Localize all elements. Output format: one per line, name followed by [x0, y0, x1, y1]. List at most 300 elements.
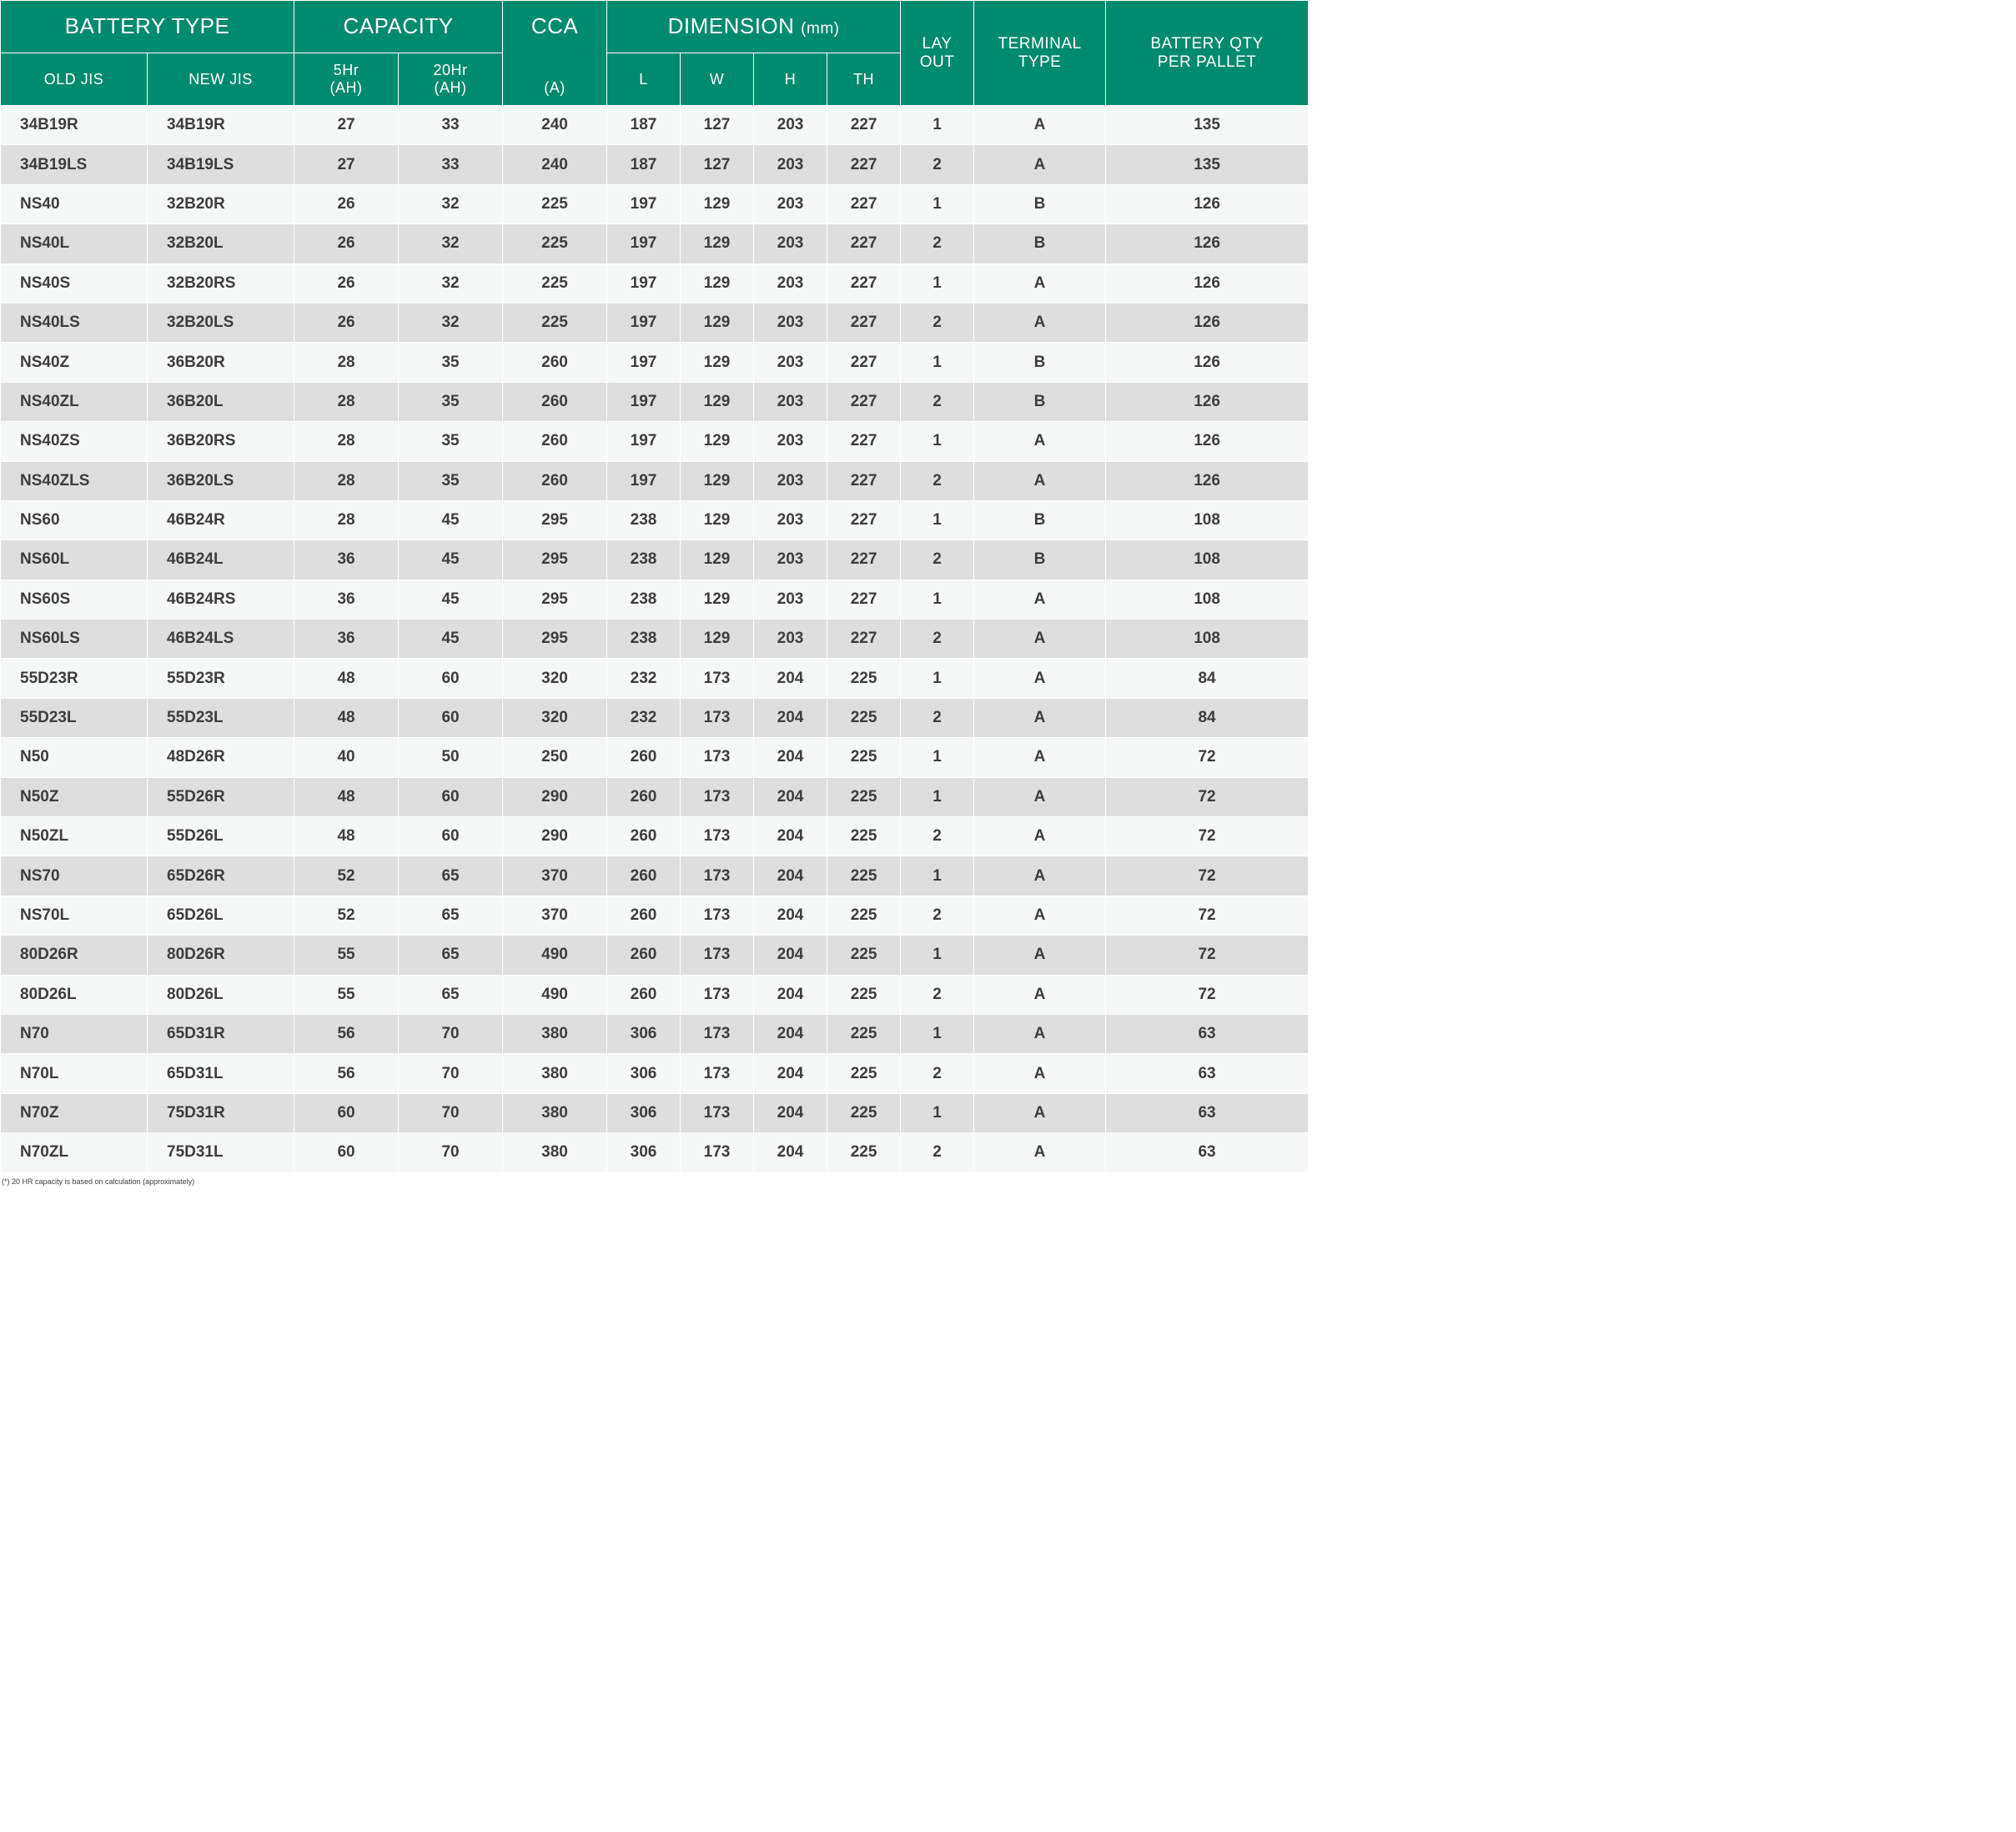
cell-old-jis: 34B19LS	[1, 145, 148, 184]
cell-dim-h: 204	[754, 1014, 827, 1053]
header-cap-20hr	[399, 53, 503, 106]
cell-layout: 2	[901, 1054, 974, 1093]
cell-dim-h: 203	[754, 500, 827, 540]
header-terminal-type	[974, 1, 1106, 106]
cell-dim-l: 238	[607, 620, 681, 659]
cell-cca: 370	[503, 896, 607, 935]
cell-layout: 1	[901, 659, 974, 698]
table-row	[1, 698, 1309, 737]
cell-terminal-type: A	[974, 1054, 1106, 1093]
cell-terminal-type: A	[974, 303, 1106, 342]
cell-layout: 1	[901, 184, 974, 223]
cell-terminal-type: A	[974, 738, 1106, 777]
cell-dim-l: 260	[607, 896, 681, 935]
cell-layout: 1	[901, 1014, 974, 1053]
header-dim-th: TH	[827, 53, 901, 106]
cell-old-jis: NS70L	[1, 896, 148, 935]
header-dimension	[607, 1, 901, 53]
cell-new-jis: 46B24RS	[148, 580, 294, 619]
cell-cca: 225	[503, 303, 607, 342]
cell-old-jis: NS40LS	[1, 303, 148, 342]
cell-dim-th: 227	[827, 382, 901, 421]
cell-layout: 1	[901, 1093, 974, 1132]
cell-battery-qty: 135	[1106, 106, 1309, 145]
cell-cap-20hr: 32	[399, 184, 503, 223]
cell-old-jis: NS40Z	[1, 343, 148, 382]
table-row	[1, 343, 1309, 382]
cell-cap-5hr: 55	[294, 975, 399, 1014]
cell-dim-w: 129	[681, 422, 754, 461]
cell-terminal-type: A	[974, 580, 1106, 619]
cell-terminal-type: A	[974, 1133, 1106, 1172]
cell-cap-20hr: 35	[399, 461, 503, 500]
cell-dim-h: 204	[754, 777, 827, 816]
cell-new-jis: 55D26R	[148, 777, 294, 816]
cell-cap-20hr: 60	[399, 777, 503, 816]
cell-old-jis: NS70	[1, 856, 148, 896]
cell-battery-qty: 72	[1106, 936, 1309, 975]
cell-cca: 295	[503, 620, 607, 659]
cell-cap-5hr: 28	[294, 500, 399, 540]
cell-cca: 370	[503, 856, 607, 896]
table-row	[1, 184, 1309, 223]
cell-dim-w: 173	[681, 698, 754, 737]
header-dim-h: H	[754, 53, 827, 106]
cell-battery-qty: 72	[1106, 896, 1309, 935]
cell-terminal-type: A	[974, 896, 1106, 935]
cell-new-jis: 75D31R	[148, 1093, 294, 1132]
cell-dim-l: 260	[607, 777, 681, 816]
cell-terminal-type: B	[974, 184, 1106, 223]
cell-layout: 2	[901, 382, 974, 421]
cell-terminal-type: A	[974, 422, 1106, 461]
cell-dim-th: 227	[827, 500, 901, 540]
cell-dim-w: 173	[681, 1054, 754, 1093]
cell-dim-th: 225	[827, 777, 901, 816]
cell-battery-qty: 135	[1106, 145, 1309, 184]
cell-layout: 1	[901, 106, 974, 145]
cell-terminal-type: A	[974, 777, 1106, 816]
cell-dim-th: 227	[827, 303, 901, 342]
cell-dim-th: 225	[827, 698, 901, 737]
cell-battery-qty: 84	[1106, 659, 1309, 698]
cell-cap-5hr: 26	[294, 184, 399, 223]
cell-new-jis: 34B19LS	[148, 145, 294, 184]
cell-new-jis: 32B20R	[148, 184, 294, 223]
cell-new-jis: 55D26L	[148, 817, 294, 856]
cell-cap-5hr: 28	[294, 461, 399, 500]
cell-terminal-type: B	[974, 224, 1106, 264]
header-cap-5hr	[294, 53, 399, 106]
cell-dim-l: 306	[607, 1014, 681, 1053]
cell-cca: 380	[503, 1014, 607, 1053]
cell-cap-20hr: 45	[399, 620, 503, 659]
header-cap-20hr-text: 20Hr (AH)	[433, 62, 468, 96]
cell-new-jis: 46B24LS	[148, 620, 294, 659]
header-cca-unit: (A)	[503, 53, 607, 106]
cell-new-jis: 80D26L	[148, 975, 294, 1014]
cell-cap-20hr: 70	[399, 1014, 503, 1053]
cell-battery-qty: 63	[1106, 1014, 1309, 1053]
cell-terminal-type: A	[974, 620, 1106, 659]
table-row	[1, 936, 1309, 975]
cell-dim-l: 238	[607, 500, 681, 540]
cell-cap-5hr: 36	[294, 580, 399, 619]
cell-dim-h: 203	[754, 461, 827, 500]
cell-old-jis: 80D26R	[1, 936, 148, 975]
cell-new-jis: 80D26R	[148, 936, 294, 975]
cell-dim-h: 203	[754, 620, 827, 659]
cell-dim-l: 187	[607, 106, 681, 145]
cell-dim-w: 129	[681, 343, 754, 382]
cell-dim-l: 197	[607, 303, 681, 342]
cell-dim-th: 227	[827, 620, 901, 659]
cell-battery-qty: 84	[1106, 698, 1309, 737]
cell-new-jis: 32B20L	[148, 224, 294, 264]
cell-dim-l: 238	[607, 580, 681, 619]
table-row	[1, 659, 1309, 698]
cell-dim-w: 173	[681, 738, 754, 777]
cell-cap-20hr: 32	[399, 264, 503, 303]
cell-dim-h: 204	[754, 659, 827, 698]
cell-old-jis: 55D23R	[1, 659, 148, 698]
cell-cap-20hr: 33	[399, 106, 503, 145]
cell-battery-qty: 126	[1106, 343, 1309, 382]
header-capacity: CAPACITY	[294, 1, 503, 53]
header-new-jis: NEW JIS	[148, 53, 294, 106]
cell-new-jis: 32B20RS	[148, 264, 294, 303]
cell-old-jis: N70Z	[1, 1093, 148, 1132]
cell-dim-th: 225	[827, 856, 901, 896]
cell-dim-w: 129	[681, 500, 754, 540]
cell-new-jis: 36B20LS	[148, 461, 294, 500]
cell-layout: 2	[901, 461, 974, 500]
cell-battery-qty: 108	[1106, 500, 1309, 540]
cell-cap-5hr: 60	[294, 1133, 399, 1172]
cell-layout: 1	[901, 580, 974, 619]
table-row	[1, 580, 1309, 619]
cell-battery-qty: 126	[1106, 303, 1309, 342]
cell-cap-5hr: 28	[294, 343, 399, 382]
cell-dim-l: 197	[607, 184, 681, 223]
cell-cca: 380	[503, 1054, 607, 1093]
cell-cap-20hr: 60	[399, 817, 503, 856]
cell-dim-w: 173	[681, 936, 754, 975]
cell-layout: 1	[901, 856, 974, 896]
table-row	[1, 817, 1309, 856]
cell-battery-qty: 126	[1106, 184, 1309, 223]
cell-dim-h: 204	[754, 1133, 827, 1172]
cell-new-jis: 46B24L	[148, 540, 294, 580]
table-row	[1, 975, 1309, 1014]
cell-layout: 1	[901, 500, 974, 540]
cell-dim-h: 203	[754, 145, 827, 184]
cell-dim-l: 260	[607, 936, 681, 975]
cell-old-jis: N50ZL	[1, 817, 148, 856]
cell-terminal-type: A	[974, 856, 1106, 896]
cell-layout: 1	[901, 264, 974, 303]
cell-dim-th: 227	[827, 343, 901, 382]
cell-old-jis: NS60LS	[1, 620, 148, 659]
cell-cca: 225	[503, 184, 607, 223]
cell-old-jis: NS40L	[1, 224, 148, 264]
cell-cap-5hr: 60	[294, 1093, 399, 1132]
cell-old-jis: NS40ZL	[1, 382, 148, 421]
cell-terminal-type: A	[974, 936, 1106, 975]
cell-old-jis: N70	[1, 1014, 148, 1053]
cell-cap-20hr: 33	[399, 145, 503, 184]
cell-dim-l: 197	[607, 224, 681, 264]
header-dimension-unit: (mm)	[801, 20, 840, 38]
cell-dim-l: 232	[607, 698, 681, 737]
cell-dim-w: 127	[681, 106, 754, 145]
cell-layout: 2	[901, 303, 974, 342]
cell-cca: 295	[503, 500, 607, 540]
cell-dim-w: 127	[681, 145, 754, 184]
cell-cap-5hr: 27	[294, 145, 399, 184]
cell-new-jis: 65D26R	[148, 856, 294, 896]
cell-dim-l: 260	[607, 738, 681, 777]
cell-terminal-type: A	[974, 1014, 1106, 1053]
cell-terminal-type: B	[974, 500, 1106, 540]
cell-terminal-type: B	[974, 343, 1106, 382]
cell-cap-20hr: 35	[399, 343, 503, 382]
cell-new-jis: 55D23L	[148, 698, 294, 737]
cell-dim-w: 129	[681, 184, 754, 223]
cell-battery-qty: 126	[1106, 264, 1309, 303]
cell-cca: 320	[503, 698, 607, 737]
cell-dim-h: 203	[754, 303, 827, 342]
cell-cap-5hr: 56	[294, 1054, 399, 1093]
cell-battery-qty: 72	[1106, 777, 1309, 816]
cell-battery-qty: 63	[1106, 1054, 1309, 1093]
cell-dim-h: 204	[754, 896, 827, 935]
cell-dim-th: 225	[827, 659, 901, 698]
cell-dim-w: 173	[681, 1133, 754, 1172]
cell-battery-qty: 72	[1106, 817, 1309, 856]
cell-dim-l: 197	[607, 461, 681, 500]
cell-cap-20hr: 32	[399, 224, 503, 264]
table-body	[1, 106, 1309, 1173]
cell-cca: 320	[503, 659, 607, 698]
header-layout-text: LAY OUT	[919, 34, 955, 71]
cell-terminal-type: A	[974, 698, 1106, 737]
cell-dim-w: 173	[681, 856, 754, 896]
cell-dim-w: 129	[681, 580, 754, 619]
cell-old-jis: NS60S	[1, 580, 148, 619]
cell-dim-th: 225	[827, 1093, 901, 1132]
cell-terminal-type: A	[974, 461, 1106, 500]
header-terminal-type-text: TERMINAL TYPE	[998, 34, 1082, 71]
cell-battery-qty: 126	[1106, 461, 1309, 500]
cell-new-jis: 36B20R	[148, 343, 294, 382]
cell-dim-l: 306	[607, 1133, 681, 1172]
cell-cap-20hr: 50	[399, 738, 503, 777]
header-battery-qty-text: BATTERY QTY PER PALLET	[1150, 34, 1264, 71]
cell-cca: 380	[503, 1133, 607, 1172]
table-row	[1, 1133, 1309, 1172]
cell-terminal-type: A	[974, 659, 1106, 698]
cell-battery-qty: 126	[1106, 224, 1309, 264]
cell-new-jis: 55D23R	[148, 659, 294, 698]
cell-dim-l: 197	[607, 382, 681, 421]
cell-cca: 225	[503, 264, 607, 303]
cell-cap-20hr: 70	[399, 1133, 503, 1172]
cell-cca: 380	[503, 1093, 607, 1132]
cell-new-jis: 65D31L	[148, 1054, 294, 1093]
table-row	[1, 896, 1309, 935]
cell-dim-h: 203	[754, 580, 827, 619]
cell-cap-20hr: 65	[399, 856, 503, 896]
header-dim-w: W	[681, 53, 754, 106]
cell-dim-th: 227	[827, 422, 901, 461]
cell-old-jis: 80D26L	[1, 975, 148, 1014]
cell-dim-th: 227	[827, 264, 901, 303]
cell-dim-h: 203	[754, 184, 827, 223]
cell-cap-20hr: 60	[399, 698, 503, 737]
cell-battery-qty: 108	[1106, 540, 1309, 580]
cell-dim-l: 232	[607, 659, 681, 698]
cell-dim-l: 260	[607, 856, 681, 896]
cell-dim-h: 204	[754, 856, 827, 896]
cell-old-jis: NS40ZLS	[1, 461, 148, 500]
cell-dim-w: 173	[681, 817, 754, 856]
cell-dim-th: 225	[827, 817, 901, 856]
table-row	[1, 303, 1309, 342]
cell-old-jis: N70L	[1, 1054, 148, 1093]
table-row	[1, 1014, 1309, 1053]
cell-cap-5hr: 52	[294, 896, 399, 935]
cell-cca: 490	[503, 975, 607, 1014]
cell-terminal-type: A	[974, 817, 1106, 856]
cell-dim-l: 197	[607, 422, 681, 461]
cell-cap-5hr: 55	[294, 936, 399, 975]
cell-dim-l: 197	[607, 264, 681, 303]
cell-dim-w: 129	[681, 303, 754, 342]
cell-cap-5hr: 36	[294, 540, 399, 580]
cell-terminal-type: B	[974, 382, 1106, 421]
header-layout	[901, 1, 974, 106]
cell-battery-qty: 108	[1106, 580, 1309, 619]
battery-spec-table	[0, 0, 1309, 1173]
cell-dim-th: 225	[827, 936, 901, 975]
cell-old-jis: NS40	[1, 184, 148, 223]
cell-dim-h: 203	[754, 422, 827, 461]
cell-dim-l: 238	[607, 540, 681, 580]
cell-new-jis: 46B24R	[148, 500, 294, 540]
cell-terminal-type: A	[974, 264, 1106, 303]
cell-dim-h: 204	[754, 1093, 827, 1132]
cell-terminal-type: A	[974, 1093, 1106, 1132]
cell-dim-th: 227	[827, 580, 901, 619]
cell-cap-20hr: 35	[399, 422, 503, 461]
cell-dim-l: 260	[607, 817, 681, 856]
cell-cca: 260	[503, 382, 607, 421]
cell-dim-h: 204	[754, 698, 827, 737]
header-battery-qty	[1106, 1, 1309, 106]
cell-dim-l: 187	[607, 145, 681, 184]
cell-dim-th: 225	[827, 1014, 901, 1053]
cell-cap-20hr: 65	[399, 936, 503, 975]
table-row	[1, 382, 1309, 421]
cell-dim-th: 225	[827, 975, 901, 1014]
cell-battery-qty: 108	[1106, 620, 1309, 659]
cell-cap-5hr: 40	[294, 738, 399, 777]
header-cca: CCA	[503, 1, 607, 53]
table-row	[1, 106, 1309, 145]
cell-old-jis: NS40ZS	[1, 422, 148, 461]
cell-cap-5hr: 26	[294, 303, 399, 342]
table-row	[1, 1054, 1309, 1093]
cell-dim-w: 129	[681, 461, 754, 500]
cell-new-jis: 36B20RS	[148, 422, 294, 461]
cell-battery-qty: 72	[1106, 856, 1309, 896]
table-row	[1, 461, 1309, 500]
table-row	[1, 777, 1309, 816]
cell-dim-h: 203	[754, 343, 827, 382]
cell-layout: 1	[901, 422, 974, 461]
cell-terminal-type: A	[974, 145, 1106, 184]
cell-cap-20hr: 70	[399, 1054, 503, 1093]
cell-new-jis: 65D26L	[148, 896, 294, 935]
cell-cca: 240	[503, 145, 607, 184]
cell-cca: 250	[503, 738, 607, 777]
cell-cap-20hr: 65	[399, 975, 503, 1014]
header-dimension-label: DIMENSION	[667, 13, 795, 39]
cell-dim-w: 173	[681, 975, 754, 1014]
cell-cap-5hr: 48	[294, 698, 399, 737]
header-cap-5hr-text: 5Hr (AH)	[329, 62, 363, 96]
cell-layout: 2	[901, 975, 974, 1014]
cell-dim-th: 227	[827, 145, 901, 184]
cell-cap-20hr: 45	[399, 580, 503, 619]
cell-dim-th: 225	[827, 1133, 901, 1172]
cell-old-jis: NS40S	[1, 264, 148, 303]
cell-dim-th: 227	[827, 184, 901, 223]
cell-dim-th: 225	[827, 896, 901, 935]
cell-cap-5hr: 56	[294, 1014, 399, 1053]
cell-dim-w: 173	[681, 1093, 754, 1132]
table-row	[1, 1093, 1309, 1132]
cell-dim-th: 227	[827, 224, 901, 264]
header-old-jis: OLD JIS	[1, 53, 148, 106]
cell-layout: 2	[901, 620, 974, 659]
table-row	[1, 738, 1309, 777]
cell-cap-5hr: 26	[294, 224, 399, 264]
cell-battery-qty: 72	[1106, 738, 1309, 777]
cell-layout: 1	[901, 343, 974, 382]
cell-terminal-type: A	[974, 975, 1106, 1014]
cell-cca: 240	[503, 106, 607, 145]
table-row	[1, 856, 1309, 896]
cell-old-jis: N50Z	[1, 777, 148, 816]
cell-old-jis: 55D23L	[1, 698, 148, 737]
cell-cca: 290	[503, 817, 607, 856]
cell-dim-h: 203	[754, 106, 827, 145]
cell-old-jis: N50	[1, 738, 148, 777]
table-row	[1, 620, 1309, 659]
cell-dim-w: 173	[681, 896, 754, 935]
cell-battery-qty: 63	[1106, 1093, 1309, 1132]
cell-new-jis: 36B20L	[148, 382, 294, 421]
cell-cap-5hr: 27	[294, 106, 399, 145]
cell-cap-5hr: 26	[294, 264, 399, 303]
table-row	[1, 224, 1309, 264]
cell-battery-qty: 126	[1106, 422, 1309, 461]
cell-layout: 2	[901, 698, 974, 737]
cell-layout: 2	[901, 540, 974, 580]
cell-cap-5hr: 48	[294, 659, 399, 698]
